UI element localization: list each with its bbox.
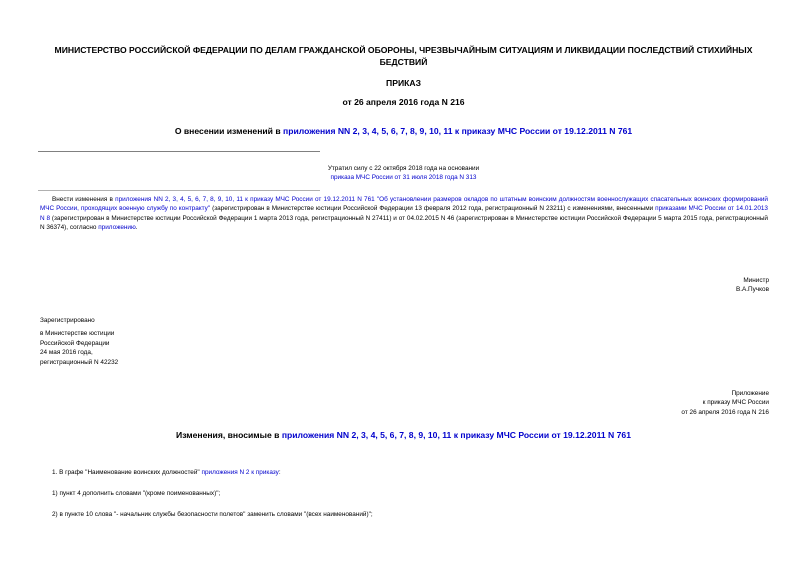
signature-role: Министр — [743, 277, 769, 284]
body-link-appendix[interactable]: приложению — [98, 224, 136, 232]
doc-type: ПРИКАЗ — [386, 78, 421, 88]
item-1-link[interactable]: приложения N 2 к приказу — [201, 469, 279, 476]
ministry-heading — [40, 44, 767, 68]
body-text-1: Внести изменения в — [52, 196, 116, 203]
divider-bottom — [38, 190, 320, 191]
list-item: 1) пункт 4 дополнить словами "(кроме поименованных)"; — [52, 490, 221, 497]
body-link-orders[interactable]: приказами МЧС России от 14.01.2013 N 8 — [40, 205, 768, 222]
registration-line: Российской Федерации — [40, 339, 110, 347]
item-1-text: 1. В графе "Наименование воинских должностей" — [52, 469, 202, 476]
appendix-line: Приложение — [731, 390, 769, 397]
changes-title — [40, 429, 767, 441]
item-1-end: : — [278, 469, 281, 476]
list-item: 2) в пункте 10 слова "- начальник службы безопасности полетов" заменить словами "(всех наименований)"; — [52, 511, 373, 518]
body-link-appendices[interactable]: приложения NN 2, 3, 4, 5, 6, 7, 8, 9, 10, 11 к приказу МЧС России от 19.12.2011 N 761 "Об установлении размеров окладов по штатным воинским должностям военнослужащих спасательных воинских формирований МЧС России, проходящих военную службу по контракту" — [40, 196, 768, 213]
repeal-notice-link[interactable]: приказа МЧС России от 31 июля 2018 года N 313 — [330, 174, 477, 182]
repeal-notice — [40, 164, 767, 183]
registration-line: регистрационный N 42232 — [40, 358, 119, 366]
registration-block — [40, 316, 118, 367]
signature-block — [736, 276, 769, 295]
doc-title-link[interactable]: приложения NN 2, 3, 4, 5, 6, 7, 8, 9, 10, 11 к приказу МЧС России от 19.12.2011 N 761 — [283, 126, 633, 136]
registration-line: в Министерстве юстиции — [40, 330, 115, 338]
doc-title-prefix: О внесении изменений в — [174, 126, 284, 136]
body-text-4: . — [135, 224, 138, 232]
body-paragraph — [40, 195, 768, 233]
divider-top — [38, 151, 320, 152]
signature-name: В.А.Пучков — [735, 286, 769, 294]
appendix-block — [681, 389, 769, 417]
changes-title-prefix: Изменения, вносимые в — [176, 430, 282, 440]
body-text-3: (зарегистрирован в Министерстве юстиции Российской Федерации 1 марта 2013 года, регистрационный N 27411) и от 04.02.2015 N 46 (зарегистрирован в Министерстве юстиции Российской Федерации 5 марта 2015 года, регистрационный N 36374), согласно — [40, 214, 769, 232]
doc-title — [40, 125, 767, 137]
changes-title-link[interactable]: приложения NN 2, 3, 4, 5, 6, 7, 8, 9, 10, 11 к приказу МЧС России от 19.12.2011 N 761 — [281, 430, 631, 440]
body-text-2: (зарегистрирован в Министерстве юстиции Российской Федерации 13 февраля 2012 года, регистрационный N 23211) с изменениями, внесенными — [210, 205, 656, 213]
list-item — [52, 468, 281, 477]
registration-line: Зарегистрировано — [40, 317, 95, 324]
doc-date: от 26 апреля 2016 года N 216 — [342, 97, 465, 107]
registration-line: 24 мая 2016 года, — [40, 349, 93, 357]
appendix-line: от 26 апреля 2016 года N 216 — [681, 408, 769, 416]
ministry-name: МИНИСТЕРСТВО РОССИЙСКОЙ ФЕДЕРАЦИИ ПО ДЕЛАМ ГРАЖДАНСКОЙ ОБОРОНЫ, ЧРЕЗВЫЧАЙНЫМ СИТУАЦИЯМ И ЛИКВИДАЦИИ ПОСЛЕДСТВИЙ СТИХИЙНЫХ БЕДСТВИЙ — [54, 45, 753, 67]
appendix-line: к приказу МЧС России — [702, 399, 769, 407]
repeal-notice-text: Утратил силу с 22 октября 2018 года на основании — [327, 165, 480, 172]
